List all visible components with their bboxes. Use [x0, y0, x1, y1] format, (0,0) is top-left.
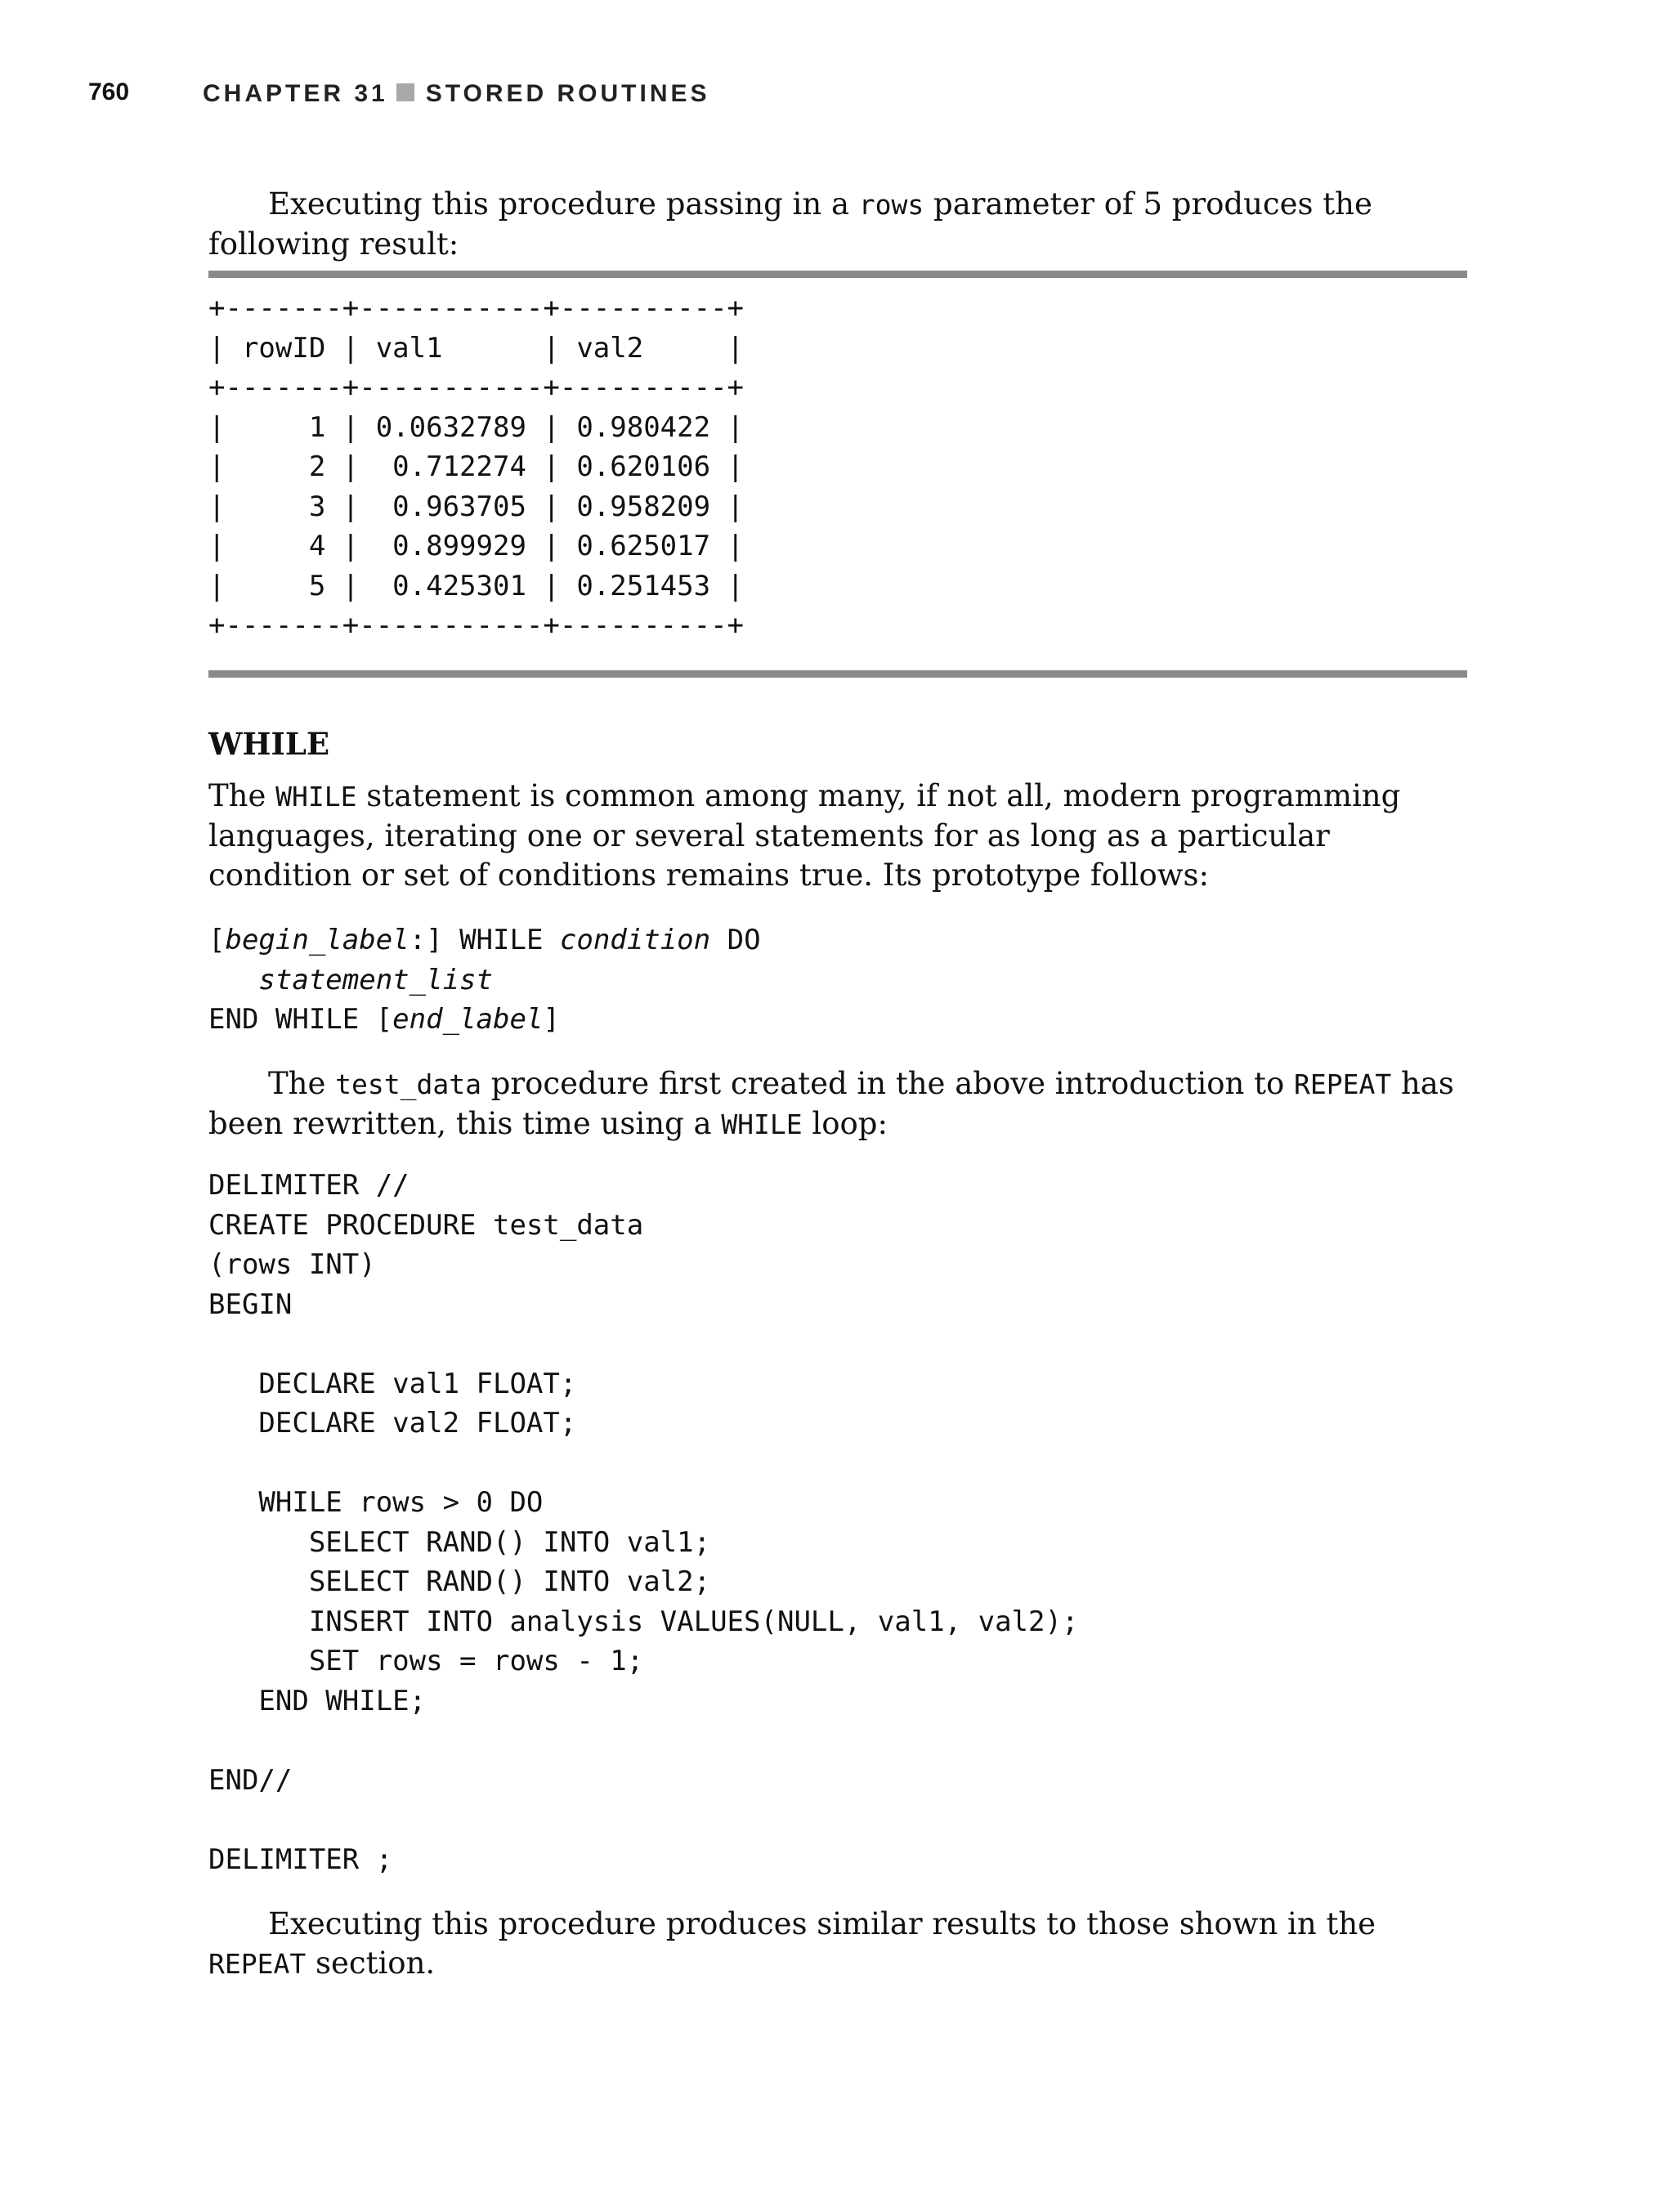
table-top-rule	[208, 271, 1467, 278]
code-line: SET rows = rows - 1;	[208, 1645, 644, 1677]
code-line: CREATE PROCEDURE test_data	[208, 1208, 644, 1242]
code-line: INSERT INTO analysis VALUES(NULL, val1, val2);	[208, 1605, 1079, 1638]
table-row: | 5 | 0.425301 | 0.251453 |	[208, 569, 745, 602]
code-line: SELECT RAND() INTO val1;	[208, 1525, 711, 1559]
table-border-bottom: +-------+-----------+----------+	[208, 609, 745, 642]
code-line-blank	[208, 1444, 1078, 1484]
page-header	[0, 78, 1674, 119]
table-border-mid: +-------+-----------+----------+	[208, 371, 745, 404]
code-line: END WHILE;	[208, 1684, 427, 1717]
inline-code-rows: rows	[858, 189, 924, 221]
prototype-line-1: [begin_label:] WHILE condition DO	[208, 924, 761, 956]
page-number: 760	[88, 78, 130, 105]
code-listing	[208, 1166, 1078, 1879]
inline-code-test-data: test_data	[335, 1068, 481, 1100]
code-line: DECLARE val1 FLOAT;	[208, 1367, 577, 1400]
closing-paragraph: Executing this procedure produces similar results to those shown in the REPEAT section.	[208, 1906, 1376, 1981]
while-description-paragraph: The WHILE statement is common among many, if not all, modern programming languages, iterating one or several statements for as long as a particular condition or set of conditions remains true. Its prototype follows:	[208, 778, 1401, 893]
rewrite-paragraph: The test_data procedure first created in the above introduction to REPEAT has been rewritten, this time using a WHILE loop:	[208, 1066, 1454, 1141]
table-bottom-rule	[208, 670, 1467, 678]
code-line-blank	[208, 1800, 1078, 1840]
code-line: WHILE rows > 0 DO	[208, 1486, 544, 1519]
code-line-blank	[208, 1721, 1078, 1761]
code-line: BEGIN	[208, 1287, 293, 1321]
separator-square-icon	[396, 83, 414, 101]
table-row: | 2 | 0.712274 | 0.620106 |	[208, 450, 745, 483]
code-line: DELIMITER ;	[208, 1843, 393, 1876]
chapter-label: CHAPTER 31	[203, 80, 388, 107]
code-line-blank	[208, 1324, 1078, 1364]
running-head	[203, 80, 710, 108]
code-line: (rows INT)	[208, 1248, 376, 1281]
intro-paragraph: Executing this procedure passing in a rows parameter of 5 produces the following result:	[208, 186, 1372, 262]
table-row: | 1 | 0.0632789 | 0.980422 |	[208, 410, 745, 444]
code-line: DELIMITER //	[208, 1169, 410, 1202]
inline-code-repeat: REPEAT	[208, 1948, 307, 1980]
inline-code-repeat: REPEAT	[1294, 1068, 1392, 1100]
table-row: | 4 | 0.899929 | 0.625017 |	[208, 530, 745, 562]
table-row: | 3 | 0.963705 | 0.958209 |	[208, 490, 745, 523]
table-header-row: | rowID | val1 | val2 |	[208, 331, 745, 365]
result-table	[208, 289, 744, 646]
chapter-title: STORED ROUTINES	[425, 80, 710, 107]
section-heading-while: WHILE	[208, 726, 330, 762]
code-line: DECLARE val2 FLOAT;	[208, 1407, 577, 1440]
code-line: END//	[208, 1763, 293, 1797]
inline-code-while: WHILE	[721, 1108, 803, 1140]
while-prototype	[208, 920, 761, 1040]
code-line: SELECT RAND() INTO val2;	[208, 1565, 711, 1598]
prototype-line-2: statement_list	[258, 963, 493, 996]
prototype-line-3: END WHILE [end_label]	[208, 1003, 560, 1036]
inline-code-while: WHILE	[275, 781, 357, 813]
table-border-top: +-------+-----------+----------+	[208, 292, 745, 325]
